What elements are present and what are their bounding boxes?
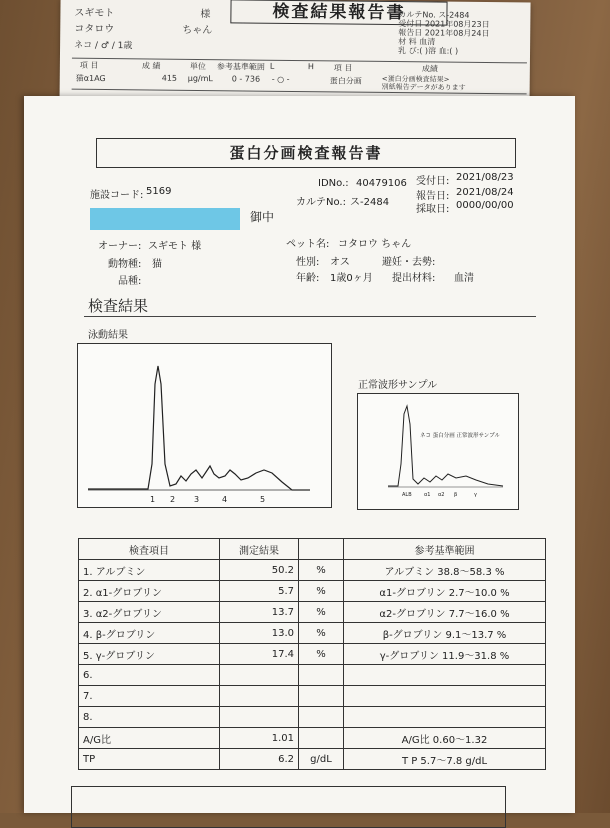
collected-date: 0000/00/00: [456, 200, 514, 211]
reported-label: 報告日:: [416, 191, 450, 202]
protein-fraction-report: [24, 96, 575, 813]
back-header-item2: 項 目: [333, 63, 353, 73]
graph-tick-3: 3: [194, 495, 200, 504]
back-material: 材 料 血清: [398, 37, 436, 47]
back-title: 検査結果報告書: [230, 0, 447, 26]
back-row-note1: <蛋白分画検査結果>: [381, 74, 450, 84]
report-title: 蛋白分画検査報告書: [96, 138, 516, 168]
row-unit: %: [299, 602, 344, 623]
graph-tick-1: 1: [150, 495, 156, 504]
karte-value: ス-2484: [350, 197, 390, 208]
header-unit: [299, 539, 344, 560]
row-item: A/G比: [79, 728, 220, 749]
row-unit: [299, 665, 344, 686]
table-header-row: [79, 539, 546, 560]
back-reported: 報告日 2021年08月24日: [398, 28, 490, 39]
row-range: [344, 707, 546, 728]
pet-name-label: ペット名:: [286, 239, 330, 250]
table-row: [79, 728, 546, 749]
row-item: TP: [79, 749, 220, 770]
back-pet-name: コタロウ: [74, 23, 115, 36]
reported-date: 2021/08/24: [456, 187, 514, 198]
back-condition: 乳 び:( )溶 血:( ): [398, 46, 459, 56]
id-label: IDNo.:: [318, 178, 349, 189]
row-value: 13.7: [220, 602, 299, 623]
back-header-high: H: [307, 62, 314, 72]
row-item: 3. α2-グロブリン: [79, 602, 220, 623]
row-range: A/G比 0.60～1.32: [344, 728, 546, 749]
graph-tick-4: 4: [222, 495, 228, 504]
breed-label: 品種:: [118, 276, 142, 287]
table-row: [79, 707, 546, 728]
table-row: [79, 665, 546, 686]
back-pet-suffix: ちゃん: [182, 24, 213, 37]
age-value: 1歳0ヶ月: [330, 273, 373, 284]
back-header-unit: 単位: [189, 61, 206, 72]
facility-code: 5169: [146, 186, 172, 197]
species-label: 動物種:: [108, 259, 142, 270]
table-row: [79, 623, 546, 644]
karte-label: カルテNo.:: [296, 197, 346, 208]
received-date: 2021/08/23: [456, 172, 514, 183]
back-owner-name: スギモト: [74, 7, 115, 20]
row-unit: [299, 707, 344, 728]
normal-tick-g: γ: [474, 492, 477, 498]
results-table: [78, 538, 546, 770]
back-row-item: 猫α1AG: [75, 73, 106, 84]
row-item: 7.: [79, 686, 220, 707]
back-row-range: 0 - 736: [231, 74, 261, 84]
back-header-item: 項 目: [79, 60, 99, 70]
table-row: [79, 560, 546, 581]
back-row-unit: μg/mL: [187, 73, 213, 84]
row-unit: %: [299, 623, 344, 644]
header-item: 検査項目: [79, 539, 220, 560]
back-header-range: 参考基準範囲: [216, 62, 265, 72]
comment-box: [71, 786, 506, 828]
received-label: 受付日:: [416, 176, 450, 187]
back-owner-suffix: 様: [200, 9, 211, 21]
facility-code-label: 施設コード:: [90, 190, 144, 201]
back-row-item2: 蛋白分画: [329, 76, 362, 86]
row-unit: [299, 686, 344, 707]
normal-sample-label: 正常波形サンプル: [358, 380, 438, 391]
collected-label: 採取日:: [416, 204, 450, 215]
row-value: [220, 686, 299, 707]
row-range: [344, 686, 546, 707]
electrophoresis-label: 泳動結果: [88, 330, 128, 341]
material-label: 提出材料:: [392, 273, 436, 284]
normal-tick-alb: ALB: [402, 492, 412, 498]
owner-label: オーナー:: [98, 241, 142, 252]
neuter-label: 避妊・去勢:: [382, 257, 436, 268]
owner-name: スギモト 様: [148, 241, 202, 252]
row-range: [344, 665, 546, 686]
back-received: 受付日 2021年08月23日: [398, 19, 490, 30]
row-value: [220, 665, 299, 686]
back-result-row: [72, 58, 527, 95]
header-result: 測定結果: [220, 539, 299, 560]
sex-value: オス: [330, 257, 350, 268]
row-unit: g/dL: [299, 749, 344, 770]
back-pet-info: ネコ / ♂ / 1歳: [74, 40, 133, 52]
back-row-note2: 別紙報告データがあります: [381, 82, 466, 92]
back-header-result2: 成績: [421, 64, 438, 74]
electrophoresis-graph: [77, 343, 332, 508]
row-unit: %: [299, 560, 344, 581]
header-range: 参考基準範囲: [344, 539, 546, 560]
table-row: [79, 602, 546, 623]
results-heading: 検査結果: [88, 297, 149, 315]
row-value: 17.4: [220, 644, 299, 665]
normal-tick-b: β: [454, 492, 458, 498]
row-unit: %: [299, 644, 344, 665]
normal-waveform-curve: [358, 394, 518, 509]
attn-label: 御中: [250, 210, 275, 224]
row-range: T P 5.7～7.8 g/dL: [344, 749, 546, 770]
back-header-low: L: [269, 61, 275, 71]
table-row: [79, 644, 546, 665]
id-value: 40479106: [356, 178, 407, 189]
back-header-result: 成 績: [141, 61, 161, 71]
row-item: 5. γ-グロブリン: [79, 644, 220, 665]
row-item: 6.: [79, 665, 220, 686]
back-karte: カルテNo. ス-2484: [398, 10, 470, 20]
row-item: 8.: [79, 707, 220, 728]
row-value: 13.0: [220, 623, 299, 644]
row-range: α2-グロブリン 7.7～16.0 %: [344, 602, 546, 623]
row-value: [220, 707, 299, 728]
row-value: 6.2: [220, 749, 299, 770]
table-row: [79, 749, 546, 770]
normal-tick-a2: α2: [438, 492, 445, 498]
back-row-value: 415: [161, 73, 178, 83]
sex-label: 性別:: [296, 257, 320, 268]
row-item: 2. α1-グロブリン: [79, 581, 220, 602]
table-row: [79, 581, 546, 602]
row-unit: %: [299, 581, 344, 602]
species-value: 猫: [152, 259, 162, 270]
normal-waveform-title: ネコ 蛋白分画 正常波形サンプル: [420, 433, 501, 439]
row-range: α1-グロブリン 2.7～10.0 %: [344, 581, 546, 602]
row-value: 50.2: [220, 560, 299, 581]
normal-waveform-graph: [357, 393, 519, 510]
row-range: アルブミン 38.8～58.3 %: [344, 560, 546, 581]
row-value: 1.01: [220, 728, 299, 749]
normal-tick-a1: α1: [424, 492, 431, 498]
row-range: γ-グロブリン 11.9～31.8 %: [344, 644, 546, 665]
graph-tick-5: 5: [260, 495, 266, 504]
material-value: 血清: [454, 273, 474, 284]
redaction-sticky-note: [90, 208, 240, 230]
row-value: 5.7: [220, 581, 299, 602]
pet-name: コタロウ ちゃん: [338, 239, 412, 250]
age-label: 年齢:: [296, 273, 320, 284]
table-row: [79, 686, 546, 707]
row-range: β-グロブリン 9.1～13.7 %: [344, 623, 546, 644]
row-item: 1. アルブミン: [79, 560, 220, 581]
graph-tick-2: 2: [170, 495, 176, 504]
row-unit: [299, 728, 344, 749]
table-body: [79, 560, 546, 770]
row-item: 4. β-グロブリン: [79, 623, 220, 644]
electrophoresis-curve: [78, 344, 331, 507]
back-row-flag: - ○ -: [271, 74, 290, 84]
results-divider: [84, 316, 536, 317]
